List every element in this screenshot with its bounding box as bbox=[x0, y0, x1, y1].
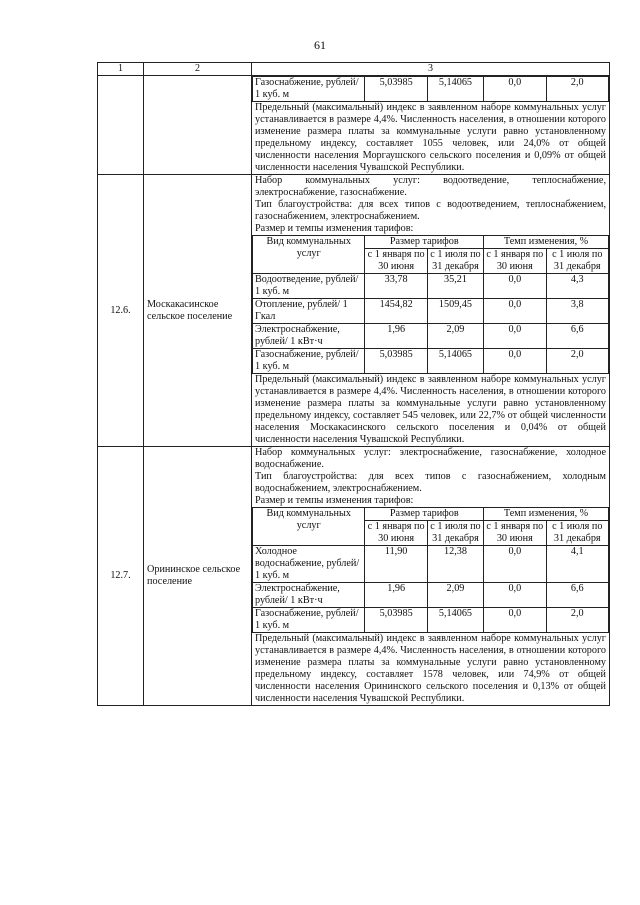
column-2-number: 2 bbox=[144, 63, 252, 76]
section-content bbox=[252, 175, 610, 447]
tariff-row bbox=[253, 274, 609, 299]
column-1-number: 1 bbox=[98, 63, 144, 76]
continued-tariff-table bbox=[252, 76, 609, 102]
service-name: Электроснабжение, рублей/ 1 кВт·ч bbox=[253, 583, 365, 608]
service-name: Электроснабжение, рублей/ 1 кВт·ч bbox=[253, 324, 365, 349]
section-row-12-6 bbox=[98, 175, 610, 447]
tariff-row bbox=[253, 77, 609, 102]
tariff-table-12-7 bbox=[252, 507, 609, 633]
index-paragraph: Предельный (максимальный) индекс в заявленном наборе коммунальных услуг устанавливается в размере 4,4%. Численность населения, в отношении которого изменение размера платы за коммунальные услуги равно установленному предельному индексу, составляет 1578 человек, или 74,9% от общей численности населения Орининского сельского поселения и 0,13% от общей численности населения Чувашской Республики. bbox=[255, 633, 606, 704]
tariff-value-h1: 1454,82 bbox=[365, 299, 427, 324]
rate-value-h2: 4,1 bbox=[546, 546, 608, 583]
tariff-title: Размер и темпы изменения тарифов: bbox=[255, 495, 414, 506]
tariff-value-h2: 2,09 bbox=[427, 324, 483, 349]
improvement-type-text: Тип благоустройства: для всех типов с газоснабжением, холодным водоснабжением, электроснабжением. bbox=[255, 471, 606, 494]
tariff-row bbox=[253, 349, 609, 374]
period-h1: с 1 января по 30 июня bbox=[365, 521, 427, 546]
period-h2: с 1 июля по 31 декабря bbox=[427, 521, 483, 546]
tariff-value-h1: 5,03985 bbox=[365, 608, 427, 633]
column-number-row bbox=[98, 63, 610, 76]
rate-value-h1: 0,0 bbox=[484, 583, 546, 608]
size-header: Размер тарифов bbox=[365, 236, 484, 249]
kind-header: Вид коммунальных услуг bbox=[253, 236, 365, 274]
tariff-row bbox=[253, 299, 609, 324]
section-number: 12.7. bbox=[98, 447, 144, 706]
tariff-table bbox=[97, 62, 610, 706]
period-h1: с 1 января по 30 июня bbox=[484, 249, 546, 274]
rate-value-h2: 2,0 bbox=[546, 608, 608, 633]
tariff-value-h2: 35,21 bbox=[427, 274, 483, 299]
rate-value-h2: 3,8 bbox=[546, 299, 608, 324]
tariff-value-h2: 5,14065 bbox=[427, 608, 483, 633]
tariff-row bbox=[253, 324, 609, 349]
tariff-row bbox=[253, 608, 609, 633]
tariff-value-h2: 2,09 bbox=[427, 583, 483, 608]
continued-content-cell bbox=[252, 76, 610, 175]
services-set-text: Набор коммунальных услуг: водоотведение, теплоснабжение, электроснабжение, газоснабжение. bbox=[255, 175, 606, 198]
tariff-row bbox=[253, 583, 609, 608]
service-name: Газоснабжение, рублей/ 1 куб. м bbox=[253, 349, 365, 374]
service-name: Отопление, рублей/ 1 Гкал bbox=[253, 299, 365, 324]
rate-value-h1: 0,0 bbox=[484, 77, 546, 102]
rate-value-h2: 4,3 bbox=[546, 274, 608, 299]
tariff-value-h1: 1,96 bbox=[365, 583, 427, 608]
tariff-header-row bbox=[253, 236, 609, 249]
rate-header: Темп изменения, % bbox=[484, 236, 609, 249]
period-h1: с 1 января по 30 июня bbox=[365, 249, 427, 274]
tariff-value-h2: 1509,45 bbox=[427, 299, 483, 324]
period-h2: с 1 июля по 31 декабря bbox=[546, 249, 608, 274]
tariff-value-h1: 1,96 bbox=[365, 324, 427, 349]
settlement-name: Москакасинское сельское поселение bbox=[144, 175, 252, 447]
tariff-value-h2: 5,14065 bbox=[427, 349, 483, 374]
period-h2: с 1 июля по 31 декабря bbox=[427, 249, 483, 274]
service-name: Газоснабжение, рублей/ 1 куб. м bbox=[253, 77, 365, 102]
continued-id-cell bbox=[98, 76, 144, 175]
section-content bbox=[252, 447, 610, 706]
rate-value-h2: 2,0 bbox=[546, 349, 608, 374]
rate-value-h1: 0,0 bbox=[484, 274, 546, 299]
rate-value-h2: 6,6 bbox=[546, 583, 608, 608]
size-header: Размер тарифов bbox=[365, 508, 484, 521]
services-set-text: Набор коммунальных услуг: электроснабжение, газоснабжение, холодное водоснабжение. bbox=[255, 447, 606, 470]
rate-value-h2: 2,0 bbox=[546, 77, 608, 102]
tariff-title: Размер и темпы изменения тарифов: bbox=[255, 223, 414, 234]
rate-value-h1: 0,0 bbox=[484, 546, 546, 583]
column-3-number: 3 bbox=[252, 63, 610, 76]
tariff-value-h2: 12,38 bbox=[427, 546, 483, 583]
continued-section-row bbox=[98, 76, 610, 175]
continued-name-cell bbox=[144, 76, 252, 175]
tariff-value-h1: 5,03985 bbox=[365, 349, 427, 374]
period-h1: с 1 января по 30 июня bbox=[484, 521, 546, 546]
tariff-value-h1: 11,90 bbox=[365, 546, 427, 583]
section-number: 12.6. bbox=[98, 175, 144, 447]
rate-header: Темп изменения, % bbox=[484, 508, 609, 521]
tariff-value-h2: 5,14065 bbox=[427, 77, 483, 102]
service-name: Холодное водоснабжение, рублей/ 1 куб. м bbox=[253, 546, 365, 583]
rate-value-h1: 0,0 bbox=[484, 349, 546, 374]
page-number: 61 bbox=[314, 38, 326, 52]
tariff-table-12-6 bbox=[252, 235, 609, 374]
index-paragraph: Предельный (максимальный) индекс в заявленном наборе коммунальных услуг устанавливается в размере 4,4%. Численность населения, в отношении которого изменение размера платы за коммунальные услуги равно установленному предельному индексу, составляет 1055 человек, или 24,0% от общей численности населения Моргаушского сельского поселения и 0,09% от общей численности населения Чувашской Республики. bbox=[255, 102, 606, 173]
tariff-value-h1: 5,03985 bbox=[365, 77, 427, 102]
tariff-value-h1: 33,78 bbox=[365, 274, 427, 299]
tariff-row bbox=[253, 546, 609, 583]
settlement-name: Орининское сельское поселение bbox=[144, 447, 252, 706]
section-row-12-7 bbox=[98, 447, 610, 706]
service-name: Водоотведение, рублей/ 1 куб. м bbox=[253, 274, 365, 299]
index-paragraph: Предельный (максимальный) индекс в заявленном наборе коммунальных услуг устанавливается в размере 4,4%. Численность населения, в отношении которого изменение размера платы за коммунальные услуги равно установленному предельному индексу, составляет 545 человек, или 22,7% от общей численности населения Москакасинского сельского поселения и 0,04% от общей численности населения Чувашской Республики. bbox=[255, 374, 606, 445]
improvement-type-text: Тип благоустройства: для всех типов с водоотведением, теплоснабжением, газоснабжением, электроснабжением. bbox=[255, 199, 606, 222]
rate-value-h1: 0,0 bbox=[484, 608, 546, 633]
kind-header: Вид коммунальных услуг bbox=[253, 508, 365, 546]
rate-value-h2: 6,6 bbox=[546, 324, 608, 349]
rate-value-h1: 0,0 bbox=[484, 299, 546, 324]
period-h2: с 1 июля по 31 декабря bbox=[546, 521, 608, 546]
service-name: Газоснабжение, рублей/ 1 куб. м bbox=[253, 608, 365, 633]
rate-value-h1: 0,0 bbox=[484, 324, 546, 349]
tariff-header-row bbox=[253, 508, 609, 521]
